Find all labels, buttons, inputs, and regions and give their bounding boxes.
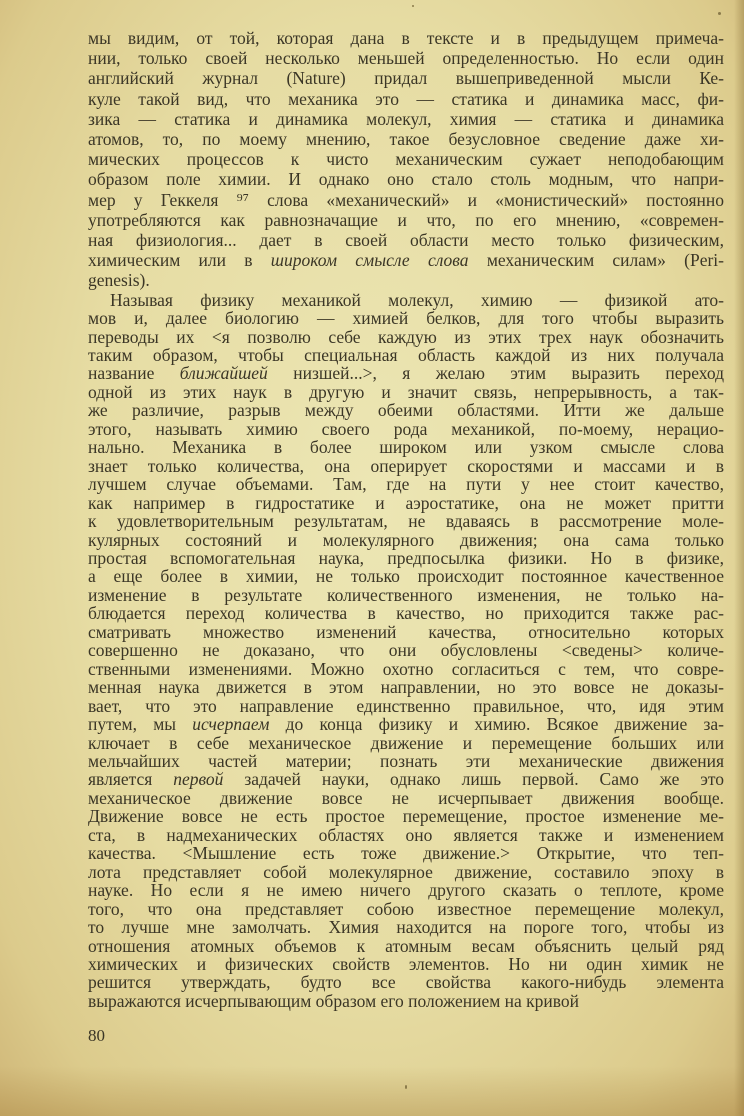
text-segment: мельчайших частей материи; познать эти механические движения [88,750,724,771]
text-line [88,89,724,109]
text-segment: науке. Но если я не имею ничего другого сказать о теплоте, кроме [88,880,724,901]
text-line [88,549,724,567]
text-line [88,364,724,382]
text-segment: совершенно не доказано, что они обусловлены <сведены> количе- [88,640,724,661]
text-line [88,900,724,918]
text-line [88,734,724,752]
text-line [88,250,724,270]
text-segment: сматривать множество изменений качества, относительно которых [88,621,724,642]
text-segment: ственными изменениями. Можно охотно согласиться с тем, что совре- [88,658,724,679]
text-line [88,270,724,290]
text-line [88,210,724,230]
text-segment: лучшем случае объемами. Там, где на пути у нее стоит качество, [88,474,724,495]
text-segment: одной из этих наук в другую и значит связь, непрерывность, а так- [88,381,724,402]
text-line [88,586,724,604]
page-body-text [88,28,724,1010]
text-line [88,826,724,844]
text-segment: того, что она представляет собою известное перемещение молекул, [88,898,724,919]
text-segment: название [88,363,180,384]
text-line [88,863,724,881]
text-line [88,715,724,733]
text-segment: изменение в результате количественного изменения, не только на- [88,584,724,605]
text-segment: таким образом, чтобы специальная область каждой из них получала [88,345,724,365]
text-segment: менная наука движется в этом направлении, но это вовсе не доказы- [88,677,724,698]
text-segment: качества. <Мышление есть тоже движение.> Открытие, что теп- [88,843,724,864]
text-segment: ста, в надмеханических областях оно является также и изменением [88,824,724,845]
text-segment: нии, только своей несколько меньшей определенностью. Но если один [88,48,724,69]
text-line [88,438,724,456]
text-line [88,807,724,825]
text-line [88,328,724,346]
italic-text: исчерпаем [192,714,270,735]
text-line [88,789,724,807]
paper-speck [718,12,721,15]
text-line [88,567,724,585]
text-line [88,937,724,955]
text-line [88,68,724,88]
text-line [88,697,724,715]
text-segment: низшей...>, я желаю этим выразить переход [267,363,724,384]
text-line [88,149,724,169]
text-segment: отношения атомных объемов к атомным весам объяснить целый ряд [88,935,724,956]
text-segment: же различие, разрыв между обеими областями. Итти же дальше [88,400,724,421]
text-line [88,401,724,419]
text-line [88,109,724,129]
text-line [88,770,724,788]
text-segment: решится утверждать, будто все свойства какого-нибудь элемента [88,972,724,993]
text-segment: мов и, далее биологию — химией белков, для того чтобы выразить [88,308,724,329]
text-segment: образом поле химии. И однако оно стало столь модным, что напри- [88,169,724,190]
text-line [88,660,724,678]
text-line [88,844,724,862]
text-segment: куле такой вид, что механика это — статика и динамика масс, фи- [88,88,724,109]
text-segment: этого, называть химию своего рода механикой, по-моему, нерацио- [88,418,724,439]
text-segment: а еще более в химии, не только происходит постоянное качественное [88,566,724,587]
text-segment: блюдается переход количества в качество, но приходится также рас- [88,603,724,624]
text-segment: механическое движение вовсе не исчерпывает движения вообще. [88,787,724,808]
text-segment: Называя физику механикой молекул, химию — физикой ато- [110,289,724,310]
text-segment: зика — статика и динамика молекул, химия — статика и динамика [88,108,724,129]
text-segment: мер у Геккеля ⁹⁷ слова «механический» и «монистический» постоянно [88,189,724,210]
text-segment: переводы их <я позволю себе каждую из этих трех наук обозначить [88,326,724,347]
text-line [88,129,724,149]
text-line [88,28,724,48]
text-segment: то лучше мне замолчать. Химия находится на пороге того, чтобы из [88,917,724,938]
text-segment: к удовлетворительным результатам, не вдаваясь в рассмотрение моле- [88,511,724,532]
text-line [88,475,724,493]
text-line [88,623,724,641]
page-number: 80 [88,1026,105,1045]
text-line [88,48,724,68]
text-segment: лота представляет собой молекулярное движение, составило эпоху в [88,861,724,882]
paper-speck [412,5,414,7]
text-segment: задачей науки, однако лишь первой. Само же это [223,769,724,790]
text-segment: genesis). [88,270,150,291]
text-segment: употребляются как равнозначащие и что, по его мнению, «современ- [88,209,724,230]
text-segment: Движение вовсе не есть простое перемещение, простое изменение ме- [88,806,724,827]
text-line [88,604,724,622]
text-line [88,973,724,991]
text-line [88,641,724,659]
text-segment: мы видим, от той, которая дана в тексте и в предыдущем примеча- [88,28,724,48]
text-segment: ключает в себе механическое движение и перемещение больших или [88,732,724,753]
text-line [88,420,724,438]
text-line [88,955,724,973]
text-line [88,992,724,1010]
text-line [88,494,724,512]
text-segment: химических и физических свойств элементов. Но ни один химик не [88,953,724,974]
italic-text: первой [173,769,224,790]
text-segment: как например в гидростатике и аэростатике, она не может притти [88,492,724,513]
text-line [88,346,724,364]
text-segment: путем, мы [88,714,193,735]
text-segment: механическим силам» (Peri- [468,250,724,271]
text-line [88,309,724,327]
text-segment: простая вспомогательная наука, предпосылка физики. Но в физике, [88,547,724,568]
page-edge-shadow [734,0,744,1116]
text-segment: кулярных состояний и молекулярного движения; она сама только [88,529,724,550]
text-line [88,291,724,309]
paper-speck [405,1085,407,1089]
text-line [88,457,724,475]
paragraph [88,28,724,291]
text-segment: мических процессов к чисто механическим сужает неподобающим [88,149,724,170]
text-segment: является [88,769,174,790]
text-segment: выражаются исчерпывающим образом его положением на кривой [88,990,580,1011]
text-line [88,881,724,899]
text-segment: до конца физику и химию. Всякое движение за- [269,714,725,735]
text-segment: вает, что это направление единственно правильное, что, идя этим [88,695,724,716]
text-segment: химическим или в [88,250,271,271]
text-segment: нально. Механика в более широком или узком смысле слова [88,437,724,458]
text-line [88,918,724,936]
text-line [88,383,724,401]
text-line [88,678,724,696]
paragraph [88,291,724,1011]
text-line [88,190,724,210]
text-segment: английский журнал (Nature) придал вышеприведенной мысли Ке- [88,68,724,89]
text-segment: ная физиология... дает в своей области место только физическим, [88,230,724,251]
page-bottom-shadow [0,1066,744,1116]
text-segment: атомов, то, по моему мнению, такое безусловное сведение даже хи- [88,129,724,150]
italic-text: широком смысле слова [270,250,469,271]
text-line [88,169,724,189]
text-line [88,531,724,549]
text-line [88,230,724,250]
italic-text: ближайшей [179,363,268,384]
text-line [88,752,724,770]
text-line [88,512,724,530]
text-segment: знает только количества, она оперирует скоростями и массами и в [88,455,724,476]
